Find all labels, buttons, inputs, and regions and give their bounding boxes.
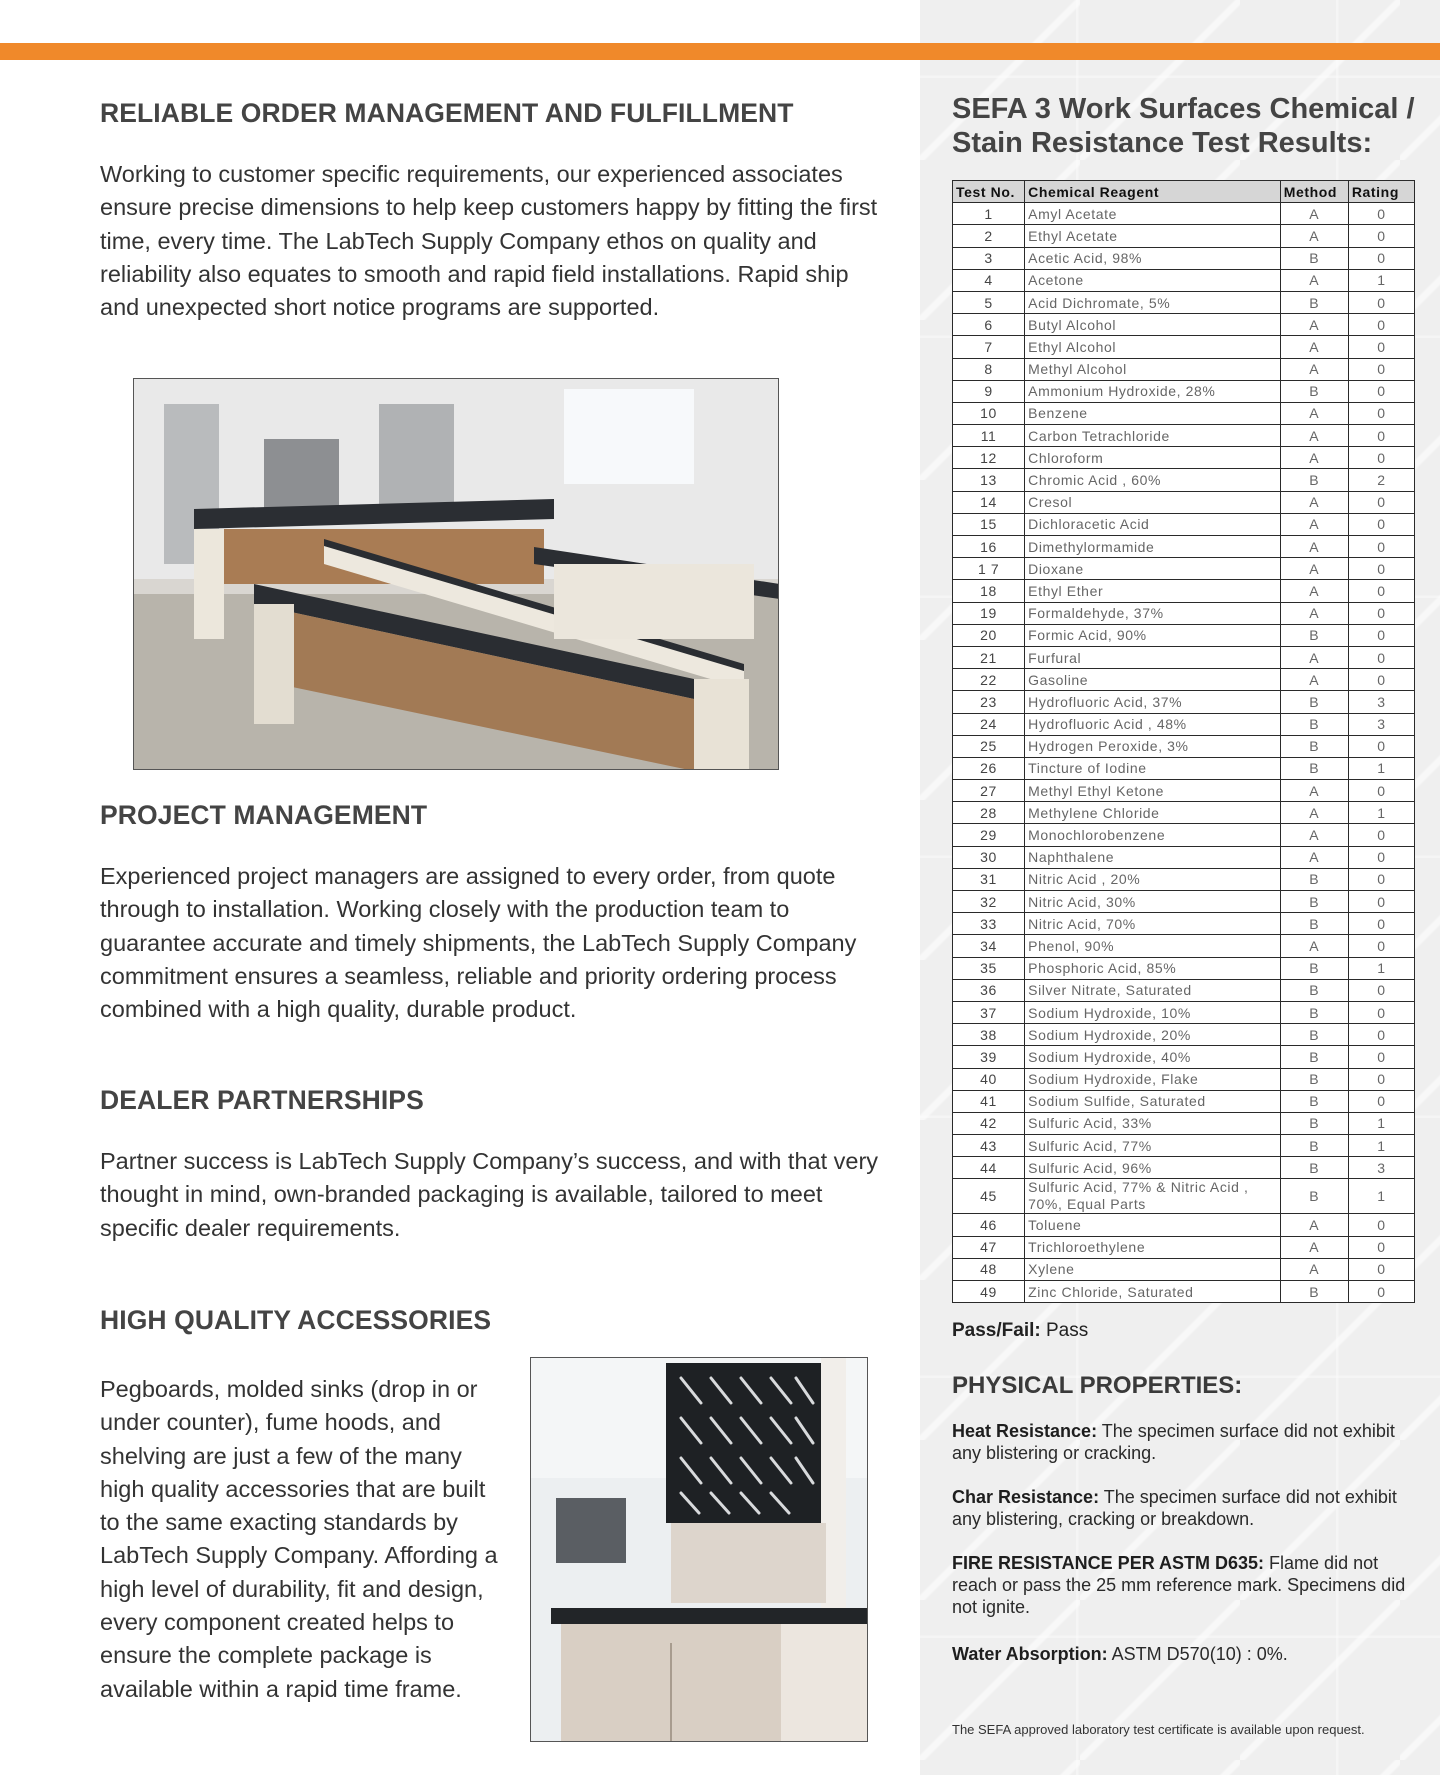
test-number-cell: 37 [953,1001,1025,1023]
rating-cell: 0 [1348,1068,1414,1090]
method-cell: B [1280,691,1348,713]
test-number-cell: 4 [953,269,1025,291]
test-number-cell: 18 [953,580,1025,602]
table-row [953,1112,1415,1134]
test-number-cell: 26 [953,757,1025,779]
reagent-cell: Sulfuric Acid, 33% [1025,1112,1281,1134]
table-row [953,225,1415,247]
table-row [953,536,1415,558]
table-row [953,580,1415,602]
method-cell: A [1280,669,1348,691]
sefa-results-title: SEFA 3 Work Surfaces Chemical / Stain Resistance Test Results: [952,93,1415,159]
paragraph-project-management: Experienced project managers are assigned to every order, from quote through to installation. Working closely with the production team to guarantee accurate and timely shipments, the LabTech Supply Company commitment ensures a seamless, reliable and priority ordering process combined with a high quality, durable product. [100,863,857,1023]
property-heat-resistance [952,1420,1412,1464]
rating-cell: 0 [1348,979,1414,1001]
method-cell: A [1280,824,1348,846]
property-water-absorption [952,1643,1412,1665]
property-text: Flame did not reach or pass the 25 mm reference mark. Specimens did not ignite. [952,1553,1406,1617]
property-label: Heat Resistance: [952,1421,1098,1441]
test-number-cell: 21 [953,646,1025,668]
reagent-cell: Nitric Acid, 70% [1025,913,1281,935]
reagent-cell: Sulfuric Acid, 77% & Nitric Acid , 70%, Equal Parts [1025,1179,1281,1214]
property-label: FIRE RESISTANCE PER ASTM D635: [952,1553,1265,1573]
method-cell: A [1280,935,1348,957]
test-number-cell: 1 7 [953,558,1025,580]
test-number-cell: 23 [953,691,1025,713]
method-cell: A [1280,314,1348,336]
test-number-cell: 6 [953,314,1025,336]
method-cell: B [1280,868,1348,890]
method-cell: A [1280,491,1348,513]
test-number-cell: 34 [953,935,1025,957]
lab-benches-photo [133,378,779,770]
test-number-cell: 13 [953,469,1025,491]
pass-fail-value: Pass [1040,1320,1089,1341]
method-cell: A [1280,780,1348,802]
method-cell: B [1280,1281,1348,1303]
test-number-cell: 48 [953,1258,1025,1280]
heading-project-management: PROJECT MANAGEMENT [100,800,428,830]
table-body [953,203,1415,1303]
physical-properties-title: PHYSICAL PROPERTIES: [952,1372,1243,1399]
rating-cell: 0 [1348,891,1414,913]
reagent-cell: Zinc Chloride, Saturated [1025,1281,1281,1303]
reagent-cell: Dichloracetic Acid [1025,513,1281,535]
table-row [953,646,1415,668]
test-number-cell: 45 [953,1179,1025,1214]
test-number-cell: 15 [953,513,1025,535]
reagent-cell: Sodium Hydroxide, 10% [1025,1001,1281,1023]
property-text: The specimen surface did not exhibit any blistering, cracking or breakdown. [952,1487,1397,1529]
reagent-cell: Dioxane [1025,558,1281,580]
property-text: ASTM D570(10) : 0%. [1107,1644,1288,1664]
test-number-cell: 40 [953,1068,1025,1090]
test-number-cell: 31 [953,868,1025,890]
test-number-cell: 47 [953,1236,1025,1258]
test-number-cell: 32 [953,891,1025,913]
table-row [953,269,1415,291]
table-row [953,979,1415,1001]
col-header-test-no: Test No. [953,181,1025,203]
test-number-cell: 33 [953,913,1025,935]
test-number-cell: 38 [953,1024,1025,1046]
rating-cell: 0 [1348,1001,1414,1023]
table-row [953,780,1415,802]
certificate-note: The SEFA approved laboratory test certificate is available upon request. [952,1722,1365,1737]
table-row [953,469,1415,491]
reagent-cell: Tincture of Iodine [1025,757,1281,779]
table-row [953,1090,1415,1112]
method-cell: A [1280,1214,1348,1236]
col-header-method: Method [1280,181,1348,203]
table-row [953,558,1415,580]
test-number-cell: 35 [953,957,1025,979]
reagent-cell: Nitric Acid , 20% [1025,868,1281,890]
table-row [953,203,1415,225]
test-number-cell: 9 [953,380,1025,402]
table-row [953,602,1415,624]
rating-cell: 0 [1348,1090,1414,1112]
reagent-cell: Sulfuric Acid, 77% [1025,1135,1281,1157]
table-row [953,314,1415,336]
test-number-cell: 43 [953,1135,1025,1157]
rating-cell: 0 [1348,1046,1414,1068]
rating-cell: 0 [1348,913,1414,935]
rating-cell: 0 [1348,314,1414,336]
method-cell: A [1280,203,1348,225]
lab-benches-illustration [134,379,779,770]
test-number-cell: 11 [953,425,1025,447]
property-label: Water Absorption: [952,1644,1108,1664]
method-cell: A [1280,358,1348,380]
rating-cell: 1 [1348,802,1414,824]
reagent-cell: Chloroform [1025,447,1281,469]
reagent-cell: Hydrogen Peroxide, 3% [1025,735,1281,757]
rating-cell: 0 [1348,646,1414,668]
test-number-cell: 3 [953,247,1025,269]
reagent-cell: Methylene Chloride [1025,802,1281,824]
reagent-cell: Acetic Acid, 98% [1025,247,1281,269]
pass-fail-label: Pass/Fail: [952,1320,1041,1341]
rating-cell: 0 [1348,624,1414,646]
method-cell: A [1280,802,1348,824]
table-row [953,1135,1415,1157]
reagent-cell: Phenol, 90% [1025,935,1281,957]
rating-cell: 3 [1348,713,1414,735]
reagent-cell: Hydrofluoric Acid , 48% [1025,713,1281,735]
table-row [953,624,1415,646]
test-number-cell: 28 [953,802,1025,824]
test-number-cell: 49 [953,1281,1025,1303]
test-number-cell: 39 [953,1046,1025,1068]
table-row [953,691,1415,713]
method-cell: B [1280,1157,1348,1179]
method-cell: B [1280,913,1348,935]
reagent-cell: Formic Acid, 90% [1025,624,1281,646]
table-row [953,669,1415,691]
reagent-cell: Sulfuric Acid, 96% [1025,1157,1281,1179]
orange-top-bar [0,43,1440,60]
rating-cell: 0 [1348,602,1414,624]
table-row [953,1258,1415,1280]
rating-cell: 0 [1348,1281,1414,1303]
rating-cell: 1 [1348,269,1414,291]
rating-cell: 0 [1348,1258,1414,1280]
table-row [953,425,1415,447]
reagent-cell: Toluene [1025,1214,1281,1236]
reagent-cell: Acid Dichromate, 5% [1025,291,1281,313]
pegboard-sink-photo [530,1357,868,1742]
reagent-cell: Dimethylormamide [1025,536,1281,558]
rating-cell: 0 [1348,402,1414,424]
reagent-cell: Xylene [1025,1258,1281,1280]
reagent-cell: Sodium Sulfide, Saturated [1025,1090,1281,1112]
table-row [953,358,1415,380]
table-row [953,1046,1415,1068]
method-cell: A [1280,536,1348,558]
method-cell: A [1280,447,1348,469]
table-row [953,957,1415,979]
method-cell: B [1280,1112,1348,1134]
table-row [953,846,1415,868]
test-number-cell: 22 [953,669,1025,691]
rating-cell: 0 [1348,868,1414,890]
reagent-cell: Cresol [1025,491,1281,513]
test-number-cell: 14 [953,491,1025,513]
table-row [953,935,1415,957]
method-cell: A [1280,646,1348,668]
table-row [953,1001,1415,1023]
test-number-cell: 46 [953,1214,1025,1236]
reagent-cell: Sodium Hydroxide, 40% [1025,1046,1281,1068]
rating-cell: 1 [1348,1112,1414,1134]
reagent-cell: Chromic Acid , 60% [1025,469,1281,491]
table-row [953,757,1415,779]
test-number-cell: 24 [953,713,1025,735]
method-cell: B [1280,1179,1348,1214]
method-cell: B [1280,957,1348,979]
reagent-cell: Formaldehyde, 37% [1025,602,1281,624]
reagent-cell: Hydrofluoric Acid, 37% [1025,691,1281,713]
table-row [953,802,1415,824]
method-cell: B [1280,1135,1348,1157]
test-number-cell: 30 [953,846,1025,868]
rating-cell: 1 [1348,1135,1414,1157]
paragraph-order-management: Working to customer specific requirements, our experienced associates ensure precise dimensions to help keep customers happy by fitting the first time, every time. The LabTech Supply Company ethos on quality and reliability also equates to smooth and rapid field installations. Rapid ship and unexpected short notice programs are supported. [100,161,878,321]
rating-cell: 0 [1348,513,1414,535]
table-row [953,380,1415,402]
test-number-cell: 12 [953,447,1025,469]
table-row [953,735,1415,757]
reagent-cell: Ethyl Ether [1025,580,1281,602]
test-number-cell: 42 [953,1112,1025,1134]
heading-accessories: HIGH QUALITY ACCESSORIES [100,1305,492,1335]
reagent-cell: Ammonium Hydroxide, 28% [1025,380,1281,402]
col-header-reagent: Chemical Reagent [1025,181,1281,203]
method-cell: A [1280,425,1348,447]
test-number-cell: 8 [953,358,1025,380]
table-row [953,824,1415,846]
rating-cell: 0 [1348,247,1414,269]
reagent-cell: Monochlorobenzene [1025,824,1281,846]
method-cell: A [1280,1258,1348,1280]
rating-cell: 0 [1348,1236,1414,1258]
table-row [953,891,1415,913]
reagent-cell: Phosphoric Acid, 85% [1025,957,1281,979]
test-number-cell: 36 [953,979,1025,1001]
method-cell: A [1280,846,1348,868]
rating-cell: 0 [1348,336,1414,358]
reagent-cell: Naphthalene [1025,846,1281,868]
property-fire-resistance [952,1552,1412,1618]
table-row [953,1024,1415,1046]
test-number-cell: 29 [953,824,1025,846]
rating-cell: 1 [1348,1179,1414,1214]
heading-dealer-partnerships: DEALER PARTNERSHIPS [100,1085,424,1115]
reagent-cell: Sodium Hydroxide, Flake [1025,1068,1281,1090]
heading-order-management: RELIABLE ORDER MANAGEMENT AND FULFILLMENT [100,98,794,128]
table-row [953,913,1415,935]
table-row [953,447,1415,469]
property-label: Char Resistance: [952,1487,1100,1507]
test-number-cell: 19 [953,602,1025,624]
method-cell: A [1280,336,1348,358]
test-number-cell: 25 [953,735,1025,757]
method-cell: B [1280,979,1348,1001]
reagent-cell: Carbon Tetrachloride [1025,425,1281,447]
table-row [953,336,1415,358]
table-row [953,1281,1415,1303]
method-cell: B [1280,1024,1348,1046]
reagent-cell: Silver Nitrate, Saturated [1025,979,1281,1001]
rating-cell: 0 [1348,491,1414,513]
rating-cell: 0 [1348,669,1414,691]
table-row [953,1214,1415,1236]
rating-cell: 3 [1348,691,1414,713]
test-number-cell: 1 [953,203,1025,225]
method-cell: B [1280,624,1348,646]
property-text: The specimen surface did not exhibit any blistering or cracking. [952,1421,1395,1463]
rating-cell: 0 [1348,780,1414,802]
method-cell: B [1280,713,1348,735]
reagent-cell: Methyl Alcohol [1025,358,1281,380]
pegboard-sink-illustration [531,1358,868,1742]
reagent-cell: Nitric Acid, 30% [1025,891,1281,913]
method-cell: A [1280,580,1348,602]
reagent-cell: Benzene [1025,402,1281,424]
test-number-cell: 7 [953,336,1025,358]
chemical-resistance-table [952,180,1415,1303]
test-number-cell: 5 [953,291,1025,313]
rating-cell: 0 [1348,580,1414,602]
rating-cell: 0 [1348,558,1414,580]
reagent-cell: Butyl Alcohol [1025,314,1281,336]
rating-cell: 0 [1348,824,1414,846]
rating-cell: 0 [1348,1024,1414,1046]
reagent-cell: Acetone [1025,269,1281,291]
rating-cell: 0 [1348,358,1414,380]
rating-cell: 0 [1348,735,1414,757]
test-number-cell: 2 [953,225,1025,247]
test-number-cell: 27 [953,780,1025,802]
table-row [953,1068,1415,1090]
rating-cell: 1 [1348,957,1414,979]
method-cell: B [1280,247,1348,269]
rating-cell: 0 [1348,291,1414,313]
method-cell: B [1280,1046,1348,1068]
method-cell: A [1280,602,1348,624]
method-cell: B [1280,891,1348,913]
method-cell: B [1280,1001,1348,1023]
method-cell: A [1280,513,1348,535]
method-cell: A [1280,558,1348,580]
col-header-rating: Rating [1348,181,1414,203]
rating-cell: 0 [1348,935,1414,957]
test-number-cell: 10 [953,402,1025,424]
property-char-resistance [952,1486,1412,1530]
method-cell: B [1280,1090,1348,1112]
method-cell: B [1280,291,1348,313]
table-row [953,868,1415,890]
rating-cell: 0 [1348,225,1414,247]
table-row [953,291,1415,313]
method-cell: B [1280,757,1348,779]
method-cell: B [1280,1068,1348,1090]
test-number-cell: 20 [953,624,1025,646]
reagent-cell: Gasoline [1025,669,1281,691]
table-row [953,1179,1415,1214]
table-row [953,513,1415,535]
table-row [953,402,1415,424]
test-number-cell: 41 [953,1090,1025,1112]
rating-cell: 0 [1348,1214,1414,1236]
rating-cell: 1 [1348,757,1414,779]
rating-cell: 0 [1348,203,1414,225]
table-header-row [953,181,1415,203]
paragraph-accessories: Pegboards, molded sinks (drop in or under counter), fume hoods, and shelving are just a few of the many high quality accessories that are built to the same exacting standards by LabTech Supply Company. Affording a high level of durability, fit and design, every component created helps to ensure the complete package is available within a rapid time frame. [100,1376,498,1702]
rating-cell: 0 [1348,380,1414,402]
rating-cell: 0 [1348,846,1414,868]
table-row [953,713,1415,735]
pass-fail-result [952,1320,1088,1342]
reagent-cell: Trichloroethylene [1025,1236,1281,1258]
method-cell: B [1280,735,1348,757]
method-cell: B [1280,380,1348,402]
reagent-cell: Ethyl Acetate [1025,225,1281,247]
method-cell: A [1280,269,1348,291]
test-number-cell: 44 [953,1157,1025,1179]
rating-cell: 2 [1348,469,1414,491]
table-row [953,491,1415,513]
method-cell: A [1280,225,1348,247]
rating-cell: 0 [1348,536,1414,558]
rating-cell: 3 [1348,1157,1414,1179]
method-cell: B [1280,469,1348,491]
paragraph-dealer-partnerships: Partner success is LabTech Supply Company’s success, and with that very thought in mind, own-branded packaging is available, tailored to meet specific dealer requirements. [100,1148,879,1241]
reagent-cell: Amyl Acetate [1025,203,1281,225]
rating-cell: 0 [1348,425,1414,447]
method-cell: A [1280,402,1348,424]
table-row [953,1236,1415,1258]
reagent-cell: Furfural [1025,646,1281,668]
reagent-cell: Ethyl Alcohol [1025,336,1281,358]
test-number-cell: 16 [953,536,1025,558]
rating-cell: 0 [1348,447,1414,469]
table-row [953,1157,1415,1179]
table-row [953,247,1415,269]
reagent-cell: Sodium Hydroxide, 20% [1025,1024,1281,1046]
reagent-cell: Methyl Ethyl Ketone [1025,780,1281,802]
method-cell: A [1280,1236,1348,1258]
